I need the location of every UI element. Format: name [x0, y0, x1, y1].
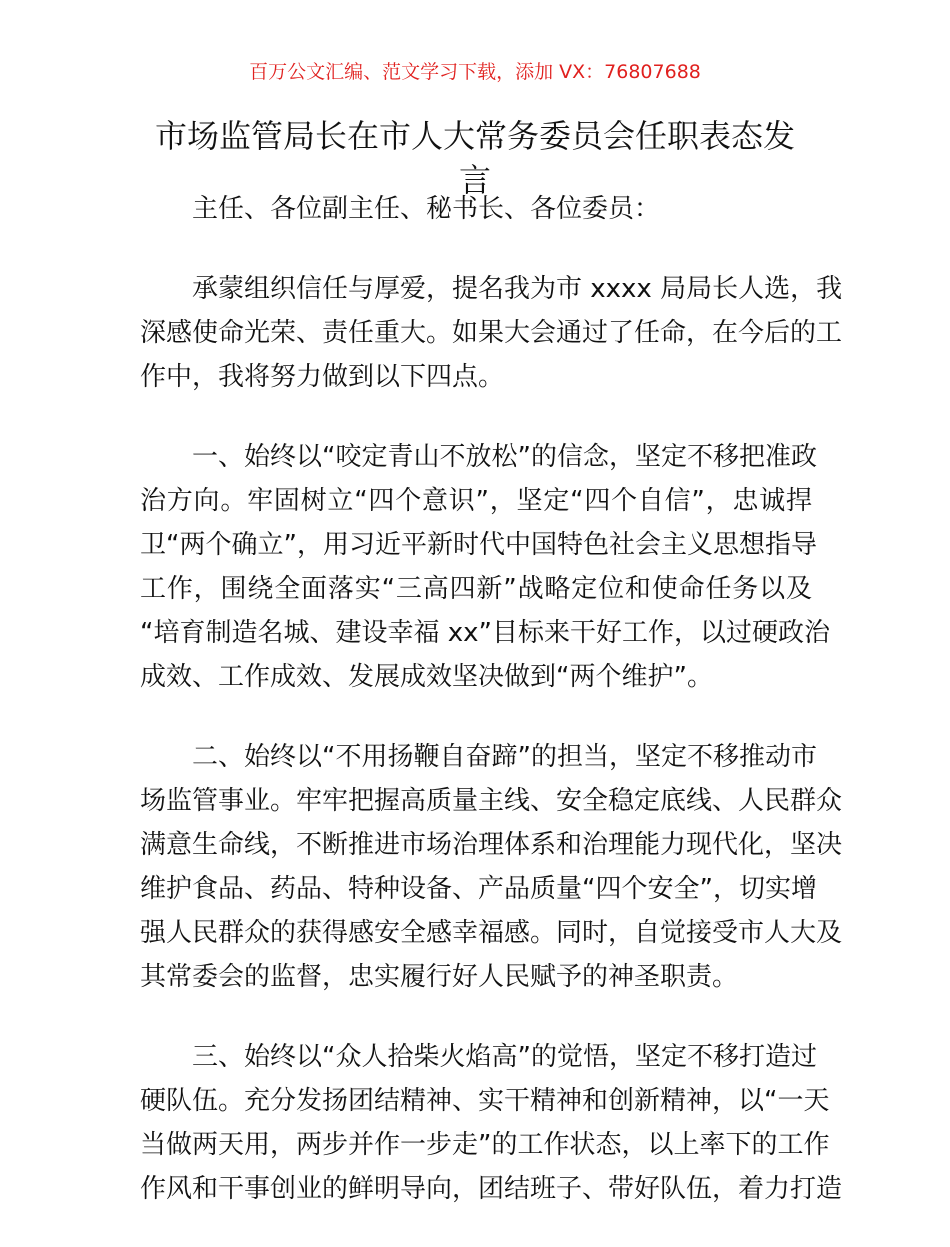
- paragraph-line: 承蒙组织信任与厚爱，提名我为市 xxxx 局局长人选，我: [192, 274, 843, 304]
- paragraph-line: 作风和干事创业的鲜明导向，团结班子、带好队伍，着力打造: [140, 1174, 843, 1204]
- paragraph-line: 二、始终以“不用扬鞭自奋蹄”的担当，坚定不移推动市: [192, 742, 817, 772]
- paragraph-line: 场监管事业。牢牢把握高质量主线、安全稳定底线、人民群众: [140, 786, 843, 816]
- paragraph-line: 维护食品、药品、特种设备、产品质量“四个安全”，切实增: [140, 874, 817, 904]
- paragraph-line: 满意生命线，不断推进市场治理体系和治理能力现代化，坚决: [140, 830, 843, 860]
- paragraph-line: 工作，围绕全面落实“三高四新”战略定位和使命任务以及: [140, 574, 812, 604]
- paragraph-line: 硬队伍。充分发扬团结精神、实干精神和创新精神，以“一天: [140, 1086, 830, 1116]
- paragraph-line: 其常委会的监督，忠实履行好人民赋予的神圣职责。: [140, 962, 739, 992]
- paragraph-line: 卫“两个确立”，用习近平新时代中国特色社会主义思想指导: [140, 530, 817, 560]
- paragraph-line: 三、始终以“众人拾柴火焰高”的觉悟，坚定不移打造过: [192, 1042, 817, 1072]
- paragraph-line: 一、始终以“咬定青山不放松”的信念，坚定不移把准政: [192, 442, 817, 472]
- paragraph-line: “培育制造名城、建设幸福 xx”目标来干好工作，以过硬政治: [140, 618, 830, 648]
- paragraph: [140, 435, 830, 699]
- paragraph: [140, 735, 843, 999]
- paragraph-line: 当做两天用，两步并作一步走”的工作状态，以上率下的工作: [140, 1130, 830, 1160]
- paragraph: [140, 267, 843, 399]
- document-body: [140, 187, 843, 1247]
- paragraph-line: 作中，我将努力做到以下四点。: [140, 362, 505, 392]
- paragraph-line: 深感使命光荣、责任重大。如果大会通过了任命，在今后的工: [140, 318, 843, 348]
- paragraph-line: 强人民群众的获得感安全感幸福感。同时，自觉接受市人大及: [140, 918, 843, 948]
- title-line: 言: [458, 161, 491, 199]
- paragraph-line: 治方向。牢固树立“四个意识”，坚定“四个自信”，忠诚捍: [140, 486, 812, 516]
- paragraph-line: 成效、工作成效、发展成效坚决做到“两个维护”。: [140, 662, 713, 692]
- paragraphs: [140, 267, 843, 1211]
- title-line: 市场监管局长在市人大常务委员会任职表态发: [154, 117, 795, 155]
- watermark-header: 百万公文汇编、范文学习下载，添加 VX：76807688: [249, 61, 701, 83]
- greeting: 主任、各位副主任、秘书长、各位委员：: [192, 194, 661, 224]
- paragraph: [140, 1035, 843, 1211]
